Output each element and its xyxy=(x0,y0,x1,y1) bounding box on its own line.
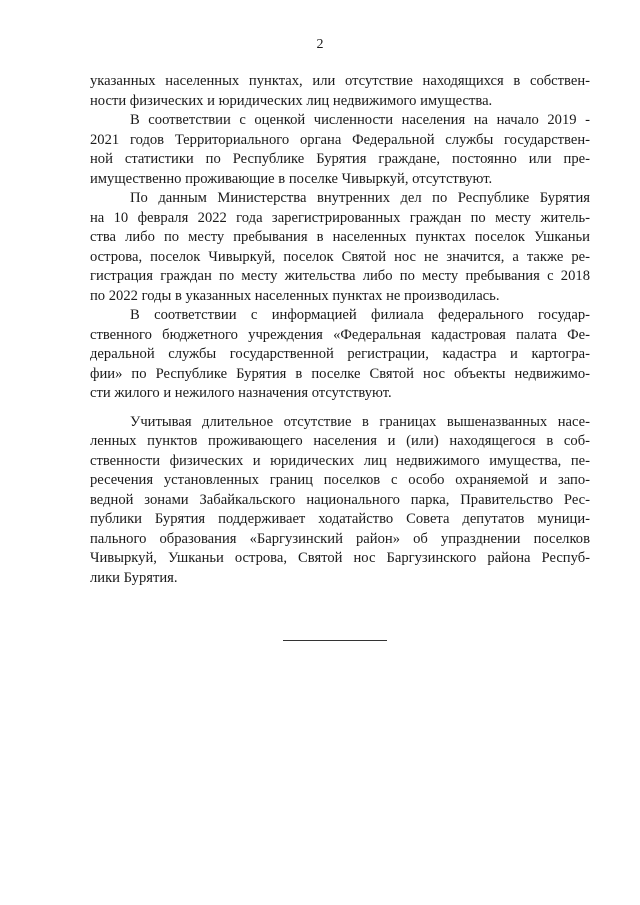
text-line: ности физических и юридических лиц недвижимого имущества. xyxy=(90,92,493,109)
paragraph-conclusion xyxy=(90,413,590,589)
text-line: ственности физических и юридических лиц недвижимого имущества, пе- xyxy=(90,452,590,469)
text-line: острова, поселок Чивыркуй, поселок Святой нос не значится, а также ре- xyxy=(90,248,590,265)
text-line: По данным Министерства внутренних дел по Республике Бурятия xyxy=(130,190,590,206)
text-line: ресечения установленных границ поселков с особо охраняемой и запо- xyxy=(90,472,590,488)
page-number: 2 xyxy=(316,37,324,52)
text-line: ведной зонами Забайкальского национального парка, Правительство Рес- xyxy=(90,491,590,508)
end-of-text-rule xyxy=(283,640,387,641)
text-line: В соответствии с информацией филиала федерального государ- xyxy=(130,307,590,323)
paragraph-population-estimate xyxy=(90,111,590,189)
text-line: фии» по Республике Бурятия в поселке Святой нос объекты недвижимо- xyxy=(90,365,590,382)
text-line: гистрация граждан по месту жительства либо по месту пребывания с 2018 xyxy=(90,268,590,284)
text-line: по 2022 годы в указанных населенных пунктах не производилась. xyxy=(90,287,500,304)
paragraph-continuation xyxy=(90,72,590,111)
text-line: пального образования «Баргузинский район» об упразднении поселков xyxy=(90,530,590,547)
text-line: Учитывая длительное отсутствие в границах вышеназванных насе- xyxy=(130,413,590,430)
text-line: В соответствии с оценкой численности населения на начало 2019 - xyxy=(130,112,590,128)
text-line: имущественно проживающие в поселке Чивыркуй, отсутствуют. xyxy=(90,170,493,187)
text-line: деральной службы государственной регистрации, кадастра и картогра- xyxy=(90,346,590,362)
text-line: на 10 февраля 2022 года зарегистрированных граждан по месту житель- xyxy=(90,209,590,226)
text-line: публики Бурятия поддерживает ходатайство Совета депутатов муници- xyxy=(90,511,590,527)
text-line: указанных населенных пунктах, или отсутствие находящихся в собствен- xyxy=(90,73,590,89)
text-line: 2021 годов Территориального органа Федеральной службы государствен- xyxy=(90,131,590,148)
document-body xyxy=(90,72,590,588)
text-line: ной статистики по Республике Бурятия граждане, постоянно или пре- xyxy=(90,151,590,167)
text-line: ства либо по месту пребывания в населенных пунктах поселок Ушканьи xyxy=(90,229,590,245)
text-line: ленных пунктов проживающего населения и (или) находящегося в соб- xyxy=(90,433,590,449)
text-line: лики Бурятия. xyxy=(90,569,178,586)
text-line: сти жилого и нежилого назначения отсутствуют. xyxy=(90,385,392,401)
paragraph-cadastral-chamber xyxy=(90,306,590,404)
paragraph-interior-ministry xyxy=(90,189,590,306)
text-line: ственного бюджетного учреждения «Федеральная кадастровая палата Фе- xyxy=(90,326,590,343)
text-line: Чивыркуй, Ушканьи острова, Святой нос Баргузинского района Респуб- xyxy=(90,550,590,566)
